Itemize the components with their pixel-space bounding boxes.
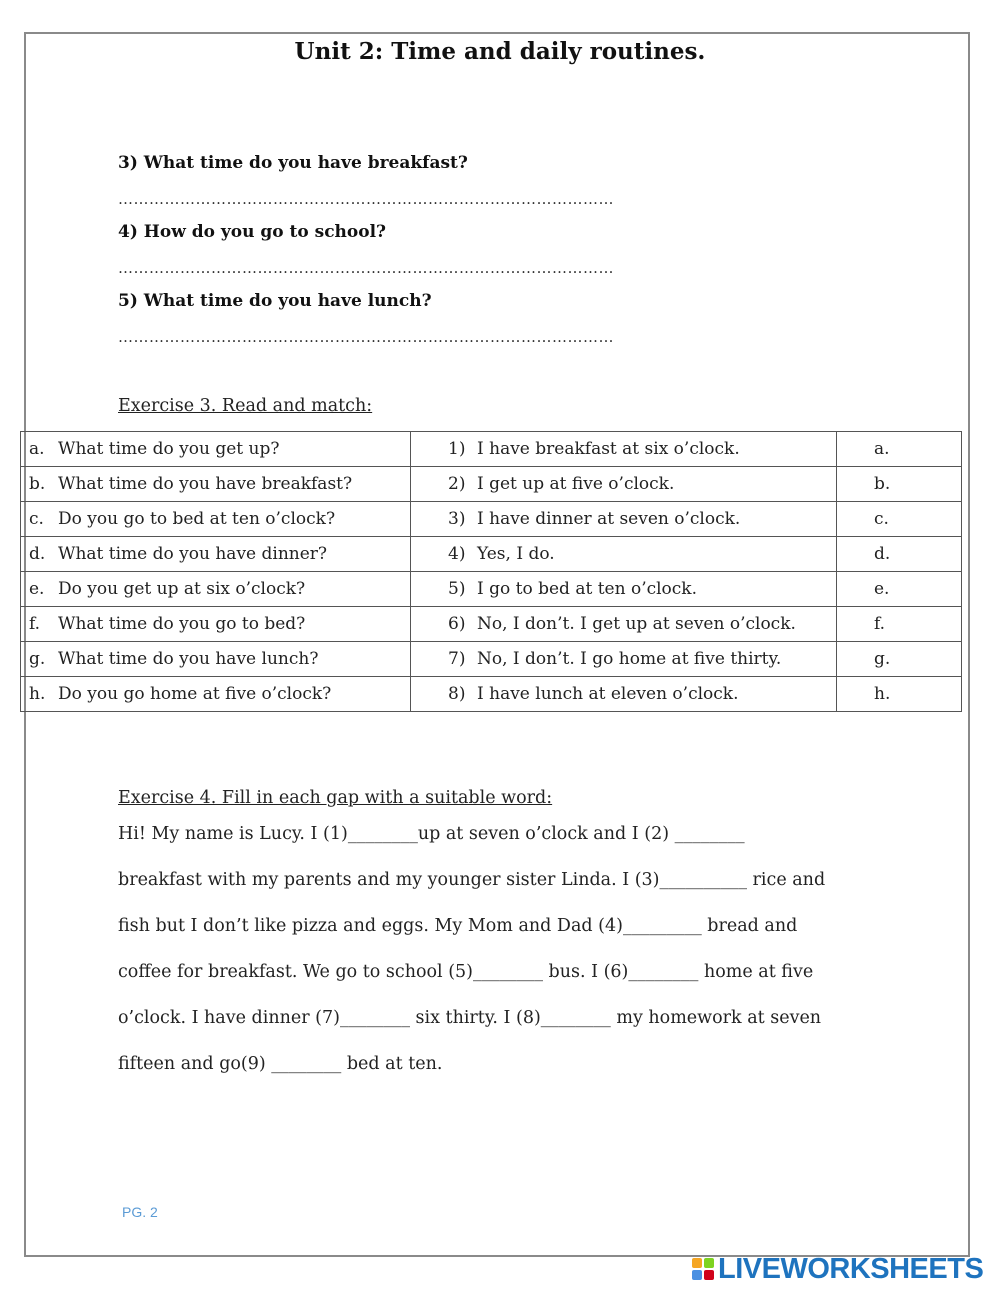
answer-cell: [411, 572, 837, 607]
match-slot[interactable]: g.: [837, 642, 962, 677]
answer-cell: [411, 677, 837, 712]
match-slot[interactable]: e.: [837, 572, 962, 607]
passage-line-4[interactable]: coffee for breakfast. We go to school (5)________ bus. I (6)________ home at five: [118, 962, 814, 982]
brand-logo-icon: [692, 1258, 714, 1280]
answer-number: 2): [448, 474, 466, 494]
logo-square-icon: [692, 1258, 702, 1268]
question-label: b.: [29, 474, 46, 494]
answer-number: 3): [448, 509, 466, 529]
answer-line-4[interactable]: ……………………………………………………………………………………: [118, 259, 614, 277]
answer-number: 7): [448, 649, 466, 669]
match-slot[interactable]: f.: [837, 607, 962, 642]
question-text: Do you get up at six o’clock?: [58, 579, 306, 599]
table-row: [21, 432, 962, 467]
answer-line-3[interactable]: ……………………………………………………………………………………: [118, 190, 614, 208]
passage-line-6[interactable]: fifteen and go(9) ________ bed at ten.: [118, 1054, 443, 1074]
question-text: What time do you have dinner?: [58, 544, 328, 564]
table-row: [21, 607, 962, 642]
logo-square-icon: [704, 1258, 714, 1268]
answer-number: 5): [448, 579, 466, 599]
table-row: [21, 677, 962, 712]
question-text: What time do you have breakfast?: [58, 474, 353, 494]
exercise-4-title: Exercise 4. Fill in each gap with a suitable word:: [118, 788, 553, 808]
question-cell: [21, 502, 411, 537]
answer-text: I have breakfast at six o’clock.: [477, 439, 740, 459]
question-label: h.: [29, 684, 46, 704]
page-number: PG. 2: [122, 1204, 158, 1220]
question-5: 5) What time do you have lunch?: [118, 291, 432, 311]
question-cell: [21, 677, 411, 712]
answer-line-5[interactable]: ……………………………………………………………………………………: [118, 328, 614, 346]
answer-number: 8): [448, 684, 466, 704]
table-row: [21, 467, 962, 502]
question-3: 3) What time do you have breakfast?: [118, 153, 468, 173]
question-text: What time do you have lunch?: [58, 649, 319, 669]
brand-name: LIVEWORKSHEETS: [718, 1252, 984, 1285]
answer-cell: [411, 467, 837, 502]
table-row: [21, 642, 962, 677]
answer-text: No, I don’t. I go home at five thirty.: [477, 649, 782, 669]
question-text: Do you go home at five o’clock?: [58, 684, 332, 704]
answer-cell: [411, 537, 837, 572]
page-title: Unit 2: Time and daily routines.: [294, 38, 706, 65]
answer-text: I get up at five o’clock.: [477, 474, 675, 494]
answer-text: I have dinner at seven o’clock.: [477, 509, 741, 529]
answer-text: I have lunch at eleven o’clock.: [477, 684, 739, 704]
match-table: [20, 431, 962, 712]
question-label: g.: [29, 649, 46, 669]
match-slot[interactable]: d.: [837, 537, 962, 572]
answer-number: 1): [448, 439, 466, 459]
question-label: d.: [29, 544, 46, 564]
question-label: f.: [29, 614, 41, 634]
answer-text: No, I don’t. I get up at seven o’clock.: [477, 614, 796, 634]
answer-number: 6): [448, 614, 466, 634]
question-cell: [21, 572, 411, 607]
answer-text: I go to bed at ten o’clock.: [477, 579, 698, 599]
question-cell: [21, 642, 411, 677]
passage-line-2[interactable]: breakfast with my parents and my younger sister Linda. I (3)__________ rice and: [118, 870, 826, 890]
answer-cell: [411, 432, 837, 467]
question-label: c.: [29, 509, 44, 529]
question-text: What time do you get up?: [58, 439, 280, 459]
question-cell: [21, 607, 411, 642]
match-slot[interactable]: a.: [837, 432, 962, 467]
logo-square-icon: [704, 1270, 714, 1280]
question-text: Do you go to bed at ten o’clock?: [58, 509, 336, 529]
passage-line-5[interactable]: o’clock. I have dinner (7)________ six thirty. I (8)________ my homework at seven: [118, 1008, 822, 1028]
question-text: What time do you go to bed?: [58, 614, 306, 634]
answer-text: Yes, I do.: [477, 544, 555, 564]
passage-line-1[interactable]: Hi! My name is Lucy. I (1)________up at seven o’clock and I (2) ________: [118, 824, 745, 844]
match-slot[interactable]: h.: [837, 677, 962, 712]
question-cell: [21, 537, 411, 572]
liveworksheets-brand[interactable]: [692, 1254, 983, 1284]
table-row: [21, 502, 962, 537]
answer-cell: [411, 642, 837, 677]
question-4: 4) How do you go to school?: [118, 222, 387, 242]
match-slot[interactable]: b.: [837, 467, 962, 502]
question-cell: [21, 467, 411, 502]
table-row: [21, 537, 962, 572]
question-cell: [21, 432, 411, 467]
answer-cell: [411, 502, 837, 537]
question-label: a.: [29, 439, 45, 459]
answer-number: 4): [448, 544, 466, 564]
passage-line-3[interactable]: fish but I don’t like pizza and eggs. My Mom and Dad (4)_________ bread and: [118, 916, 798, 936]
answer-cell: [411, 607, 837, 642]
match-slot[interactable]: c.: [837, 502, 962, 537]
question-label: e.: [29, 579, 45, 599]
table-row: [21, 572, 962, 607]
logo-square-icon: [692, 1270, 702, 1280]
exercise-3-title: Exercise 3. Read and match:: [118, 396, 373, 416]
